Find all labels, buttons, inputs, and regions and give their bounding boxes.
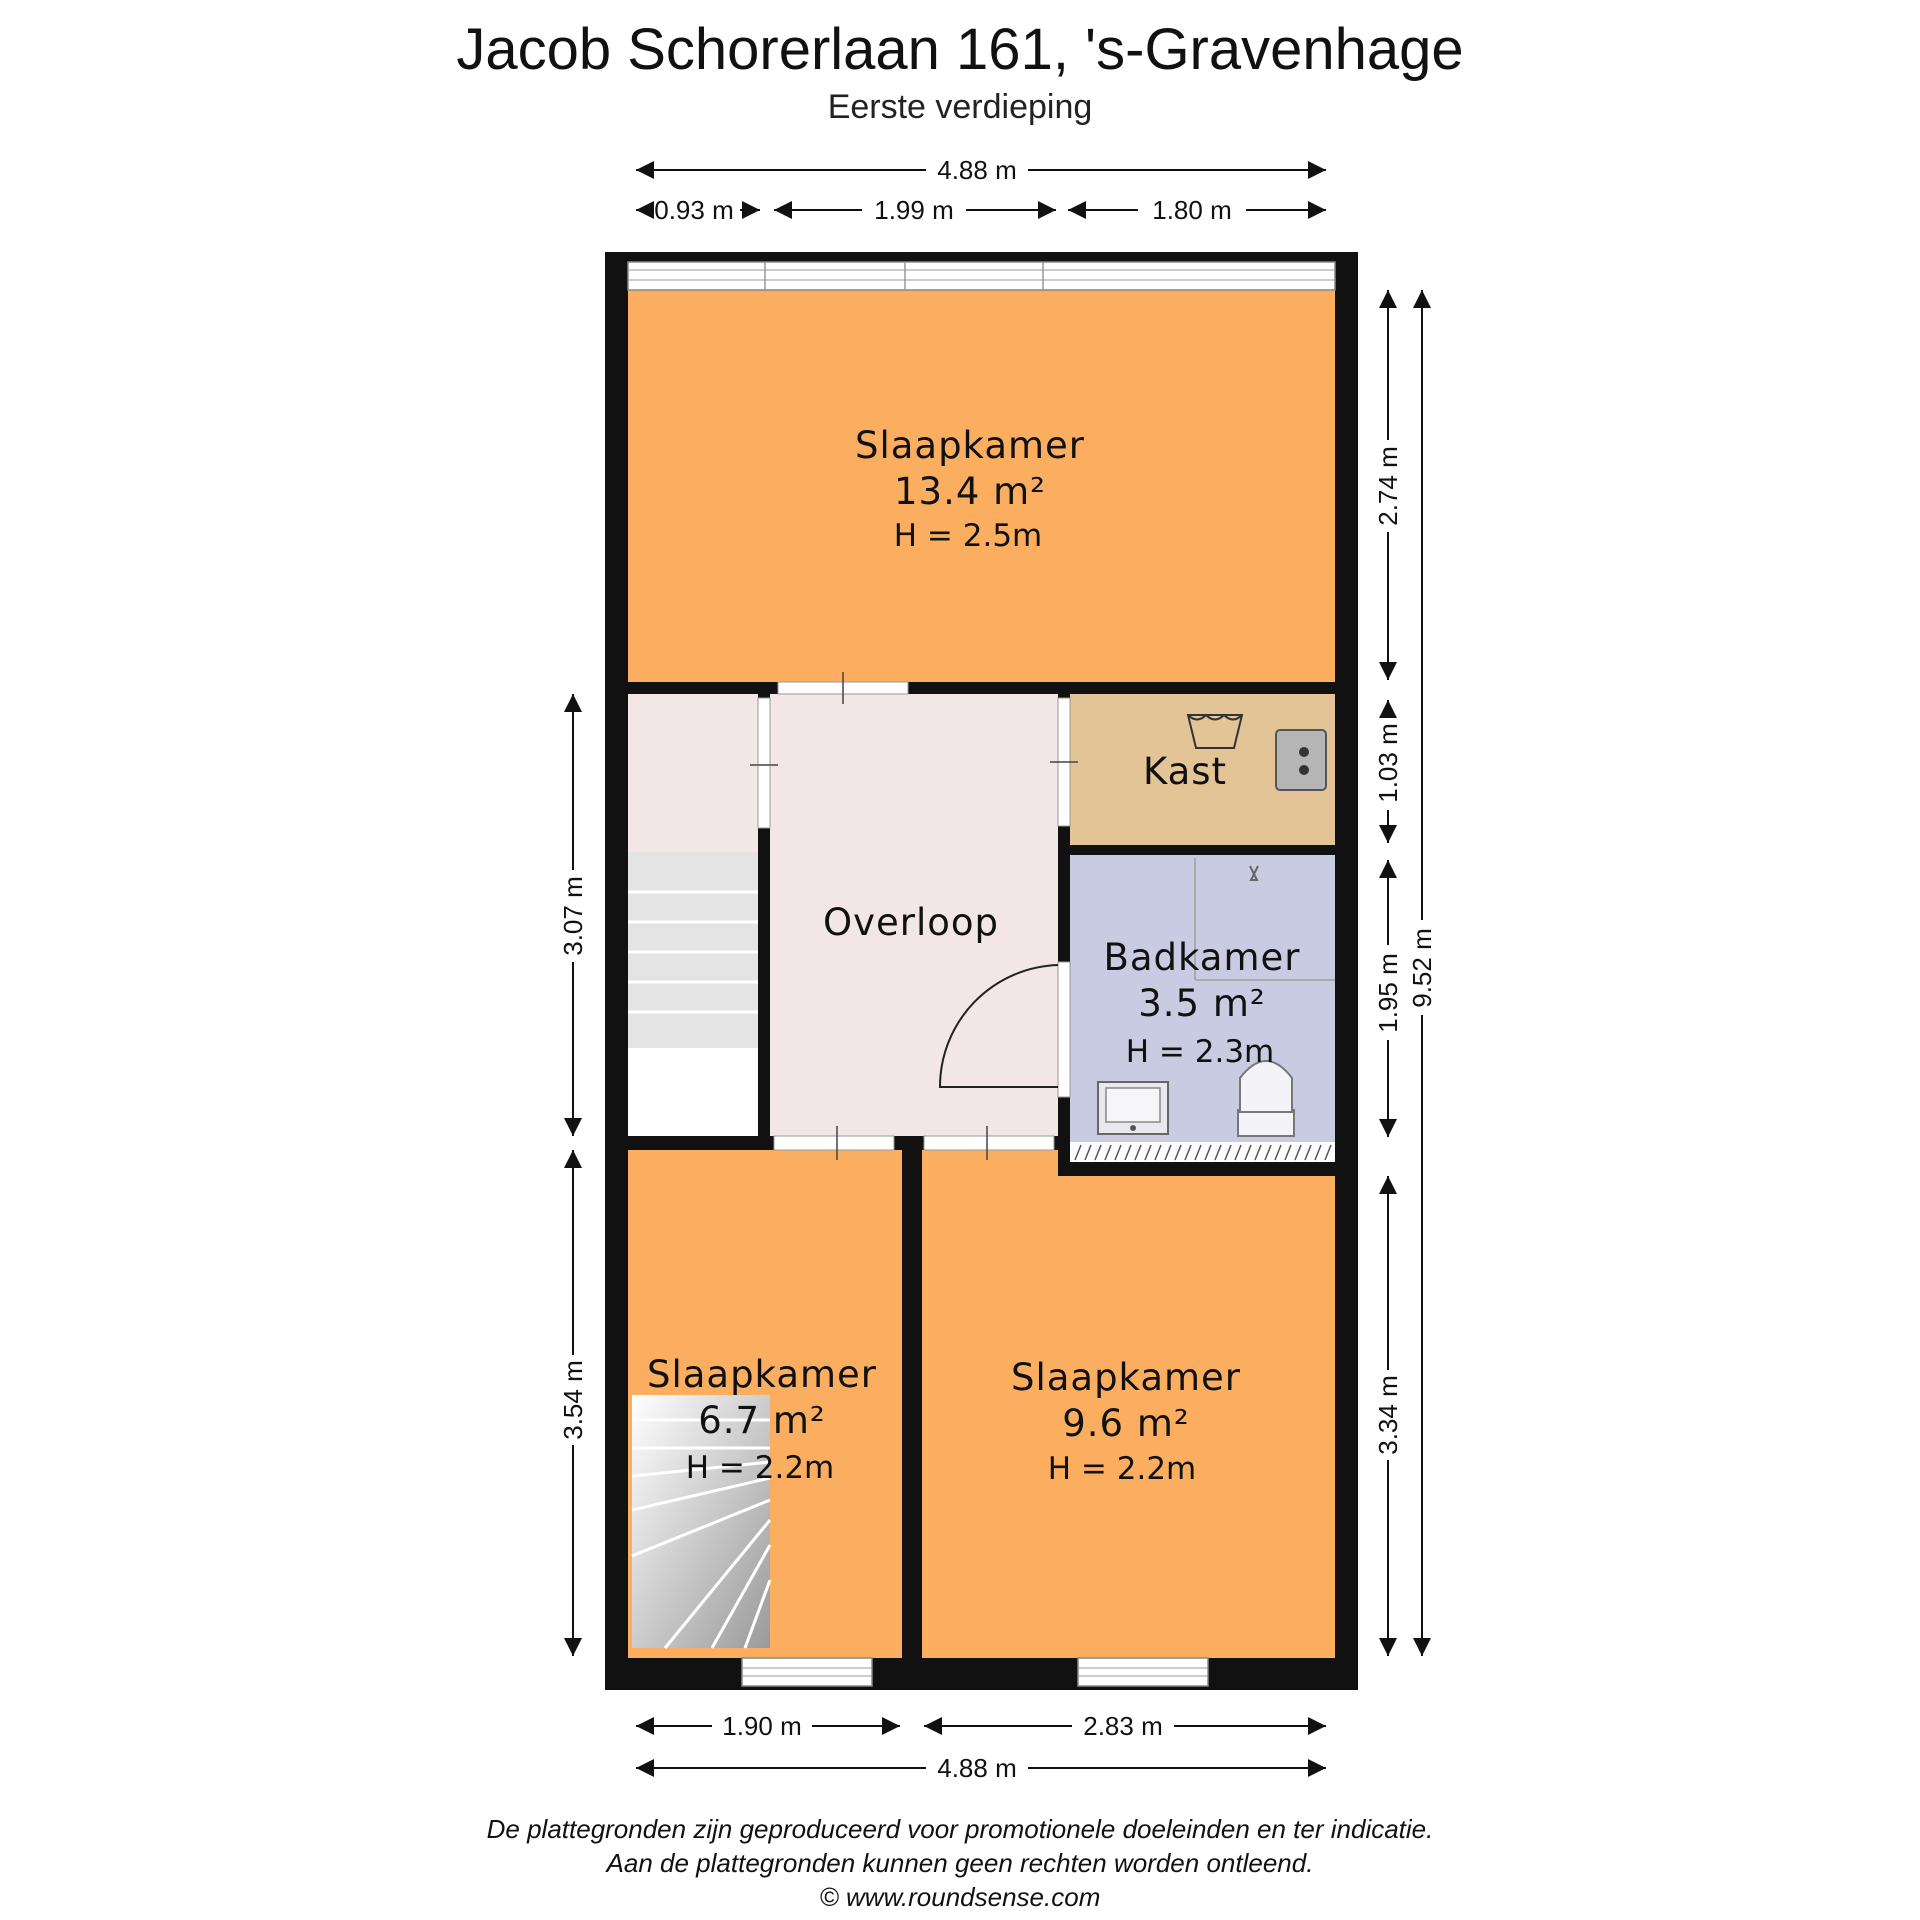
copyright-line: © www.roundsense.com — [819, 1882, 1101, 1912]
page-title: Jacob Schorerlaan 161, 's-Gravenhage — [456, 17, 1464, 82]
disclaimer-line-2: Aan de plattegronden kunnen geen rechten worden ontleend. — [606, 1848, 1314, 1878]
room-label-slaapkamer-right: Slaapkamer — [1010, 1356, 1242, 1399]
dim-right-bath: 1.95 m — [1373, 953, 1403, 1033]
room-height-slaapkamer-top: H = 2.5m — [893, 518, 1043, 554]
toilet-icon — [1238, 1061, 1294, 1136]
disclaimer-line-1: De plattegronden zijn geproduceerd voor promotionele doeleinden en ter indicatie. — [486, 1814, 1434, 1844]
dim-left-upper: 3.07 m — [558, 876, 588, 956]
bottom-window-right — [1078, 1658, 1208, 1686]
top-window — [628, 262, 1335, 290]
dim-left-lower: 3.54 m — [558, 1360, 588, 1440]
dim-right-lower: 3.34 m — [1373, 1375, 1403, 1455]
room-height-slaapkamer-left: H = 2.2m — [685, 1450, 835, 1486]
room-area-slaapkamer-left: 6.7 m² — [698, 1399, 826, 1442]
room-height-slaapkamer-right: H = 2.2m — [1047, 1451, 1197, 1487]
page-subtitle: Eerste verdieping — [827, 88, 1093, 126]
room-area-slaapkamer-right: 9.6 m² — [1062, 1402, 1190, 1445]
stairwell-upper — [628, 692, 758, 852]
room-label-kast: Kast — [1142, 750, 1228, 793]
dim-bottom-right: 2.83 m — [1083, 1711, 1163, 1741]
dim-top-left: 0.93 m — [654, 195, 734, 225]
room-label-slaapkamer-left: Slaapkamer — [646, 1353, 878, 1396]
dim-top-right: 1.80 m — [1152, 195, 1232, 225]
room-label-overloop: Overloop — [822, 901, 1000, 944]
stairs-straight — [628, 852, 758, 1136]
room-label-badkamer: Badkamer — [1103, 936, 1301, 979]
dim-right-upper: 2.74 m — [1373, 446, 1403, 526]
sink-icon — [1098, 1082, 1168, 1134]
dim-bottom-left: 1.90 m — [722, 1711, 802, 1741]
room-area-slaapkamer-top: 13.4 m² — [893, 470, 1047, 513]
dim-right-kast: 1.03 m — [1373, 723, 1403, 803]
dim-top-mid: 1.99 m — [874, 195, 954, 225]
dim-top-total: 4.88 m — [937, 155, 1017, 185]
boiler-icon — [1276, 730, 1326, 790]
room-height-badkamer: H = 2.3m — [1125, 1034, 1275, 1070]
dim-right-total: 9.52 m — [1407, 928, 1437, 1008]
room-label-slaapkamer-top: Slaapkamer — [854, 424, 1086, 467]
room-area-badkamer: 3.5 m² — [1138, 982, 1266, 1025]
bottom-window-left — [742, 1658, 872, 1686]
dim-bottom-total: 4.88 m — [937, 1753, 1017, 1783]
